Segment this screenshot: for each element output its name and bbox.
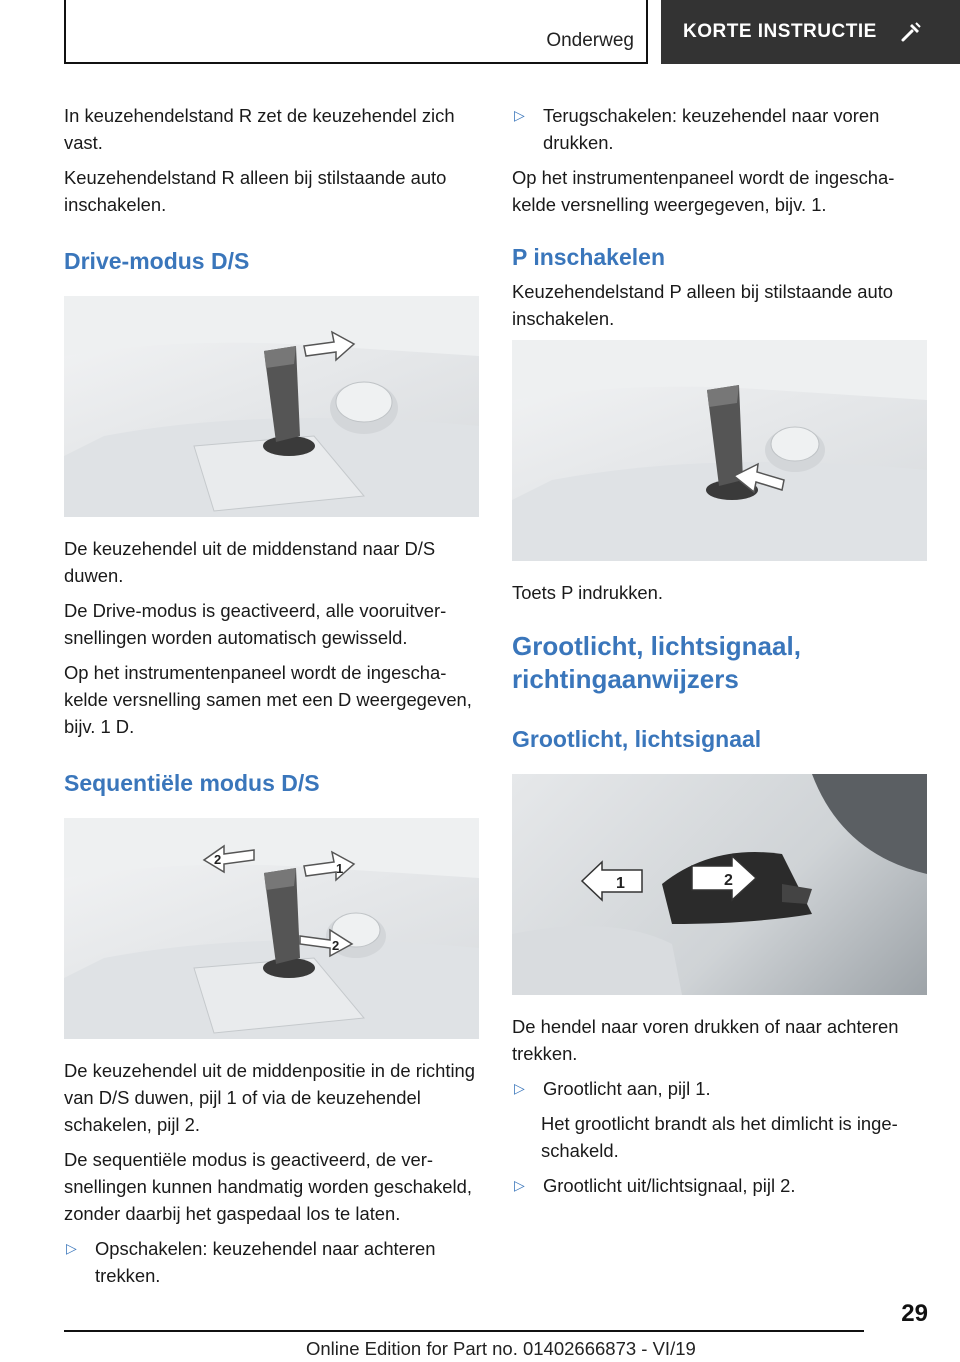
section-title: Onderweg <box>546 30 634 51</box>
paragraph: De hendel naar voren drukken of naar achteren trekken. <box>512 1016 899 1064</box>
paragraph: In keuzehendelstand R zet de keuzehendel zich vast. <box>64 105 455 153</box>
heading-high-beam-section: Grootlicht, lichtsignaal, richtingaanwijzers <box>512 631 801 694</box>
footer-divider <box>64 1330 864 1332</box>
paragraph: Op het instrumentenpaneel wordt de ingeschakelde versnelling samen met een D weergegeven, bijv. 1 D. <box>64 662 472 737</box>
heading-sequential-mode: Sequentiële modus D/S <box>64 770 320 796</box>
bullet-triangle-icon: ▷ <box>66 1240 77 1256</box>
list-item: ▷ Terugschakelen: keuzehendel naar voren drukken. <box>512 102 927 156</box>
stalk-arrow-label-1: 1 <box>616 875 625 892</box>
tools-icon <box>899 20 923 44</box>
paragraph: Keuzehendelstand R alleen bij stilstaande auto inschakelen. <box>64 167 447 215</box>
chapter-tab-label: KORTE INSTRUCTIE <box>683 21 877 42</box>
left-column <box>64 102 479 1297</box>
bullet-triangle-icon: ▷ <box>514 1080 525 1096</box>
figure-light-stalk <box>512 774 927 995</box>
arrow-label-1: 1 <box>336 861 344 876</box>
paragraph: De keuzehendel uit de middenstand naar D/S duwen. <box>64 538 436 586</box>
figure-park-button <box>512 340 927 561</box>
heading-drive-mode: Drive-modus D/S <box>64 248 250 274</box>
paragraph: Op het instrumentenpaneel wordt de ingeschakelde versnelling weergegeven, bijv. 1. <box>512 167 895 215</box>
bullet-triangle-icon: ▷ <box>514 1177 525 1193</box>
list-item: ▷ Grootlicht aan, pijl 1. <box>512 1075 927 1102</box>
arrow-label-2-lower: 2 <box>332 938 340 953</box>
paragraph: De Drive-modus is geactiveerd, alle vooruitversnellingen worden automatisch gewisseld. <box>64 600 447 648</box>
chapter-tab[interactable] <box>661 0 960 64</box>
list-item: ▷ Opschakelen: keuzehendel naar achteren trekken. <box>64 1235 479 1289</box>
stalk-arrow-label-2: 2 <box>724 872 733 889</box>
paragraph: Toets P indrukken. <box>512 582 663 603</box>
right-column <box>512 102 927 1207</box>
paragraph: Keuzehendelstand P alleen bij stilstaande auto inschakelen. <box>512 281 894 329</box>
figure-gear-selector-drive <box>64 296 479 517</box>
footer-edition: Online Edition for Part no. 01402666873 - VI/19 <box>306 1338 696 1359</box>
list-item: ▷ Grootlicht uit/lichtsignaal, pijl 2. <box>512 1172 927 1199</box>
heading-high-beam: Grootlicht, lichtsignaal <box>512 726 762 752</box>
arrow-label-2: 2 <box>214 852 222 867</box>
figure-gear-selector-sequential <box>64 818 479 1039</box>
paragraph: De sequentiële modus is geactiveerd, de versnellingen kunnen handmatig worden geschakeld, zonder daarbij het gaspedaal los te laten. <box>64 1149 472 1224</box>
heading-p-engage: P inschakelen <box>512 244 665 270</box>
bullet-triangle-icon: ▷ <box>514 107 525 123</box>
page-number: 29 <box>901 1300 928 1327</box>
paragraph-indented: Het grootlicht brandt als het dimlicht is ingeschakeld. <box>541 1113 898 1161</box>
paragraph: De keuzehendel uit de middenpositie in de richting van D/S duwen, pijl 1 of via de keuzehendel schakelen, pijl 2. <box>64 1060 475 1135</box>
